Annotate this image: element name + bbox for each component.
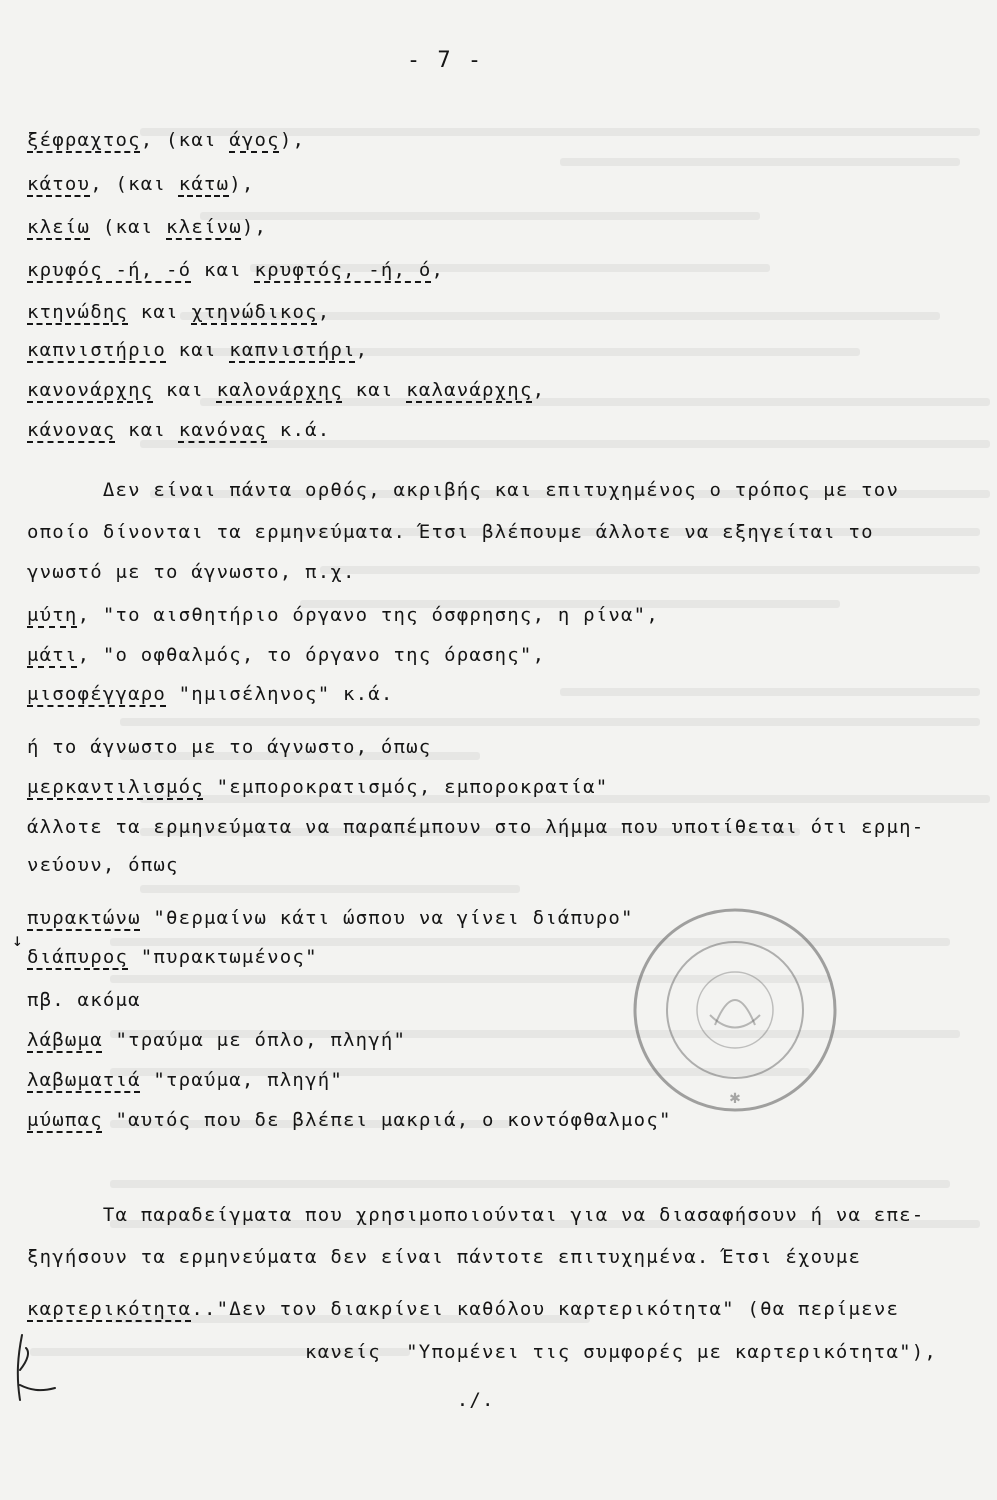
- text-line: [27, 1108, 672, 1132]
- text-line: [27, 520, 874, 544]
- text-segment: οποίο δίνονται τα ερμηνεύματα. Έτσι βλέπουμε άλλοτε να εξηγείται το: [27, 521, 874, 543]
- text-segment: ./.: [27, 1389, 495, 1411]
- page-number: - 7 -: [406, 48, 484, 73]
- headword: κάτω: [178, 173, 230, 195]
- text-segment: πβ. ακόμα: [27, 989, 141, 1011]
- text-segment: νεύουν, όπως: [27, 854, 179, 876]
- text-line: [27, 128, 305, 152]
- text-line: [27, 1028, 406, 1052]
- text-segment: , (και: [90, 173, 179, 195]
- text-line: [27, 853, 179, 877]
- text-segment: "εμποροκρατισμός, εμποροκρατία": [203, 776, 609, 798]
- text-line: [27, 172, 255, 196]
- text-segment: και: [115, 419, 179, 441]
- headword: ξέφραχτος: [27, 129, 141, 151]
- text-segment: ,: [317, 301, 331, 323]
- text-segment: "θερμαίνω κάτι ώσπου να γίνει διάπυρο": [140, 907, 634, 929]
- text-line: [27, 1245, 861, 1269]
- text-segment: "τραύμα, πληγή": [140, 1069, 343, 1091]
- text-segment: και: [342, 379, 407, 401]
- headword: κτηνώδης: [27, 301, 129, 323]
- text-line: [27, 1297, 899, 1321]
- headword: μισοφέγγαρο: [27, 683, 167, 705]
- headword: κάνονας: [27, 419, 116, 441]
- text-segment: Δεν είναι πάντα ορθός, ακριβής και επιτυχημένος ο τρόπος με τον: [27, 479, 900, 501]
- text-segment: ),: [241, 216, 268, 238]
- headword: κρυφτός, -ή, ό: [254, 259, 432, 281]
- text-line: [27, 258, 444, 282]
- headword: μύωπας: [27, 1109, 103, 1131]
- text-line: [27, 988, 141, 1012]
- text-line: [27, 945, 318, 969]
- text-segment: κ.ά.: [267, 419, 331, 441]
- text-segment: ,: [532, 379, 546, 401]
- text-line: [27, 603, 659, 627]
- text-line: [27, 1340, 937, 1364]
- text-line: [27, 1068, 343, 1092]
- text-line: [27, 560, 356, 584]
- handwritten-signature: [0, 1330, 60, 1420]
- text-line: [27, 478, 899, 502]
- text-segment: ),: [229, 173, 255, 195]
- headword: καπνιστήρι: [229, 339, 356, 361]
- headword: κανόνας: [178, 419, 268, 441]
- text-segment: , (και: [140, 129, 230, 151]
- headword: μάτι: [27, 644, 78, 666]
- headword: καλονάρχης: [216, 379, 343, 401]
- text-line: [27, 735, 431, 759]
- headword: διάπυρος: [27, 946, 129, 968]
- text-segment: "τραύμα με όπλο, πληγή": [102, 1029, 407, 1051]
- headword: κλείω: [27, 216, 91, 238]
- headword: λάβωμα: [27, 1029, 103, 1051]
- headword: άγος: [229, 129, 280, 151]
- text-segment: , "το αισθητήριο όργανο της όσφρησης, η ρίνα",: [77, 604, 659, 626]
- text-line: [27, 418, 330, 442]
- text-segment: .."Δεν τον διακρίνει καθόλου καρτερικότητα" (θα περίμενε: [191, 1298, 900, 1320]
- headword: κρυφός -ή, -ό: [27, 259, 192, 281]
- text-segment: γνωστό με το άγνωστο, π.χ.: [27, 561, 356, 583]
- text-segment: κανείς "Υπομένει τις συμφορές με καρτερικότητα"),: [27, 1341, 938, 1363]
- text-segment: ή το άγνωστο με το άγνωστο, όπως: [27, 736, 432, 758]
- headword: κλείνω: [166, 216, 242, 238]
- headword: μερκαντιλισμός: [27, 776, 204, 798]
- text-line: [27, 1388, 495, 1412]
- headword: καρτερικότητα: [27, 1298, 192, 1320]
- text-line: [27, 775, 608, 799]
- text-line: [27, 906, 634, 930]
- text-line: [27, 682, 394, 706]
- text-segment: και: [128, 301, 192, 323]
- svg-text:✱: ✱: [729, 1091, 741, 1107]
- headword: μύτη: [27, 604, 78, 626]
- text-segment: Τα παραδείγματα που χρησιμοποιούνται για να διασαφήσουν ή να επε-: [27, 1204, 925, 1226]
- headword: πυρακτώνω: [27, 907, 141, 929]
- text-segment: άλλοτε τα ερμηνεύματα να παραπέμπουν στο λήμμα που υποτίθεται ότι ερμη-: [27, 816, 925, 838]
- headword: καπνιστήριο: [27, 339, 167, 361]
- text-segment: και: [153, 379, 217, 401]
- headword: χτηνώδικος: [191, 301, 318, 323]
- text-line: [27, 338, 368, 362]
- text-segment: (και: [90, 216, 167, 238]
- text-segment: ξηγήσουν τα ερμηνεύματα δεν είναι πάντοτε επιτυχημένα. Έτσι έχουμε: [27, 1246, 862, 1268]
- text-segment: "ημισέληνος" κ.ά.: [166, 683, 394, 705]
- text-segment: "πυρακτωμένος": [128, 946, 318, 968]
- text-line: [27, 1203, 924, 1227]
- text-segment: ,: [355, 339, 369, 361]
- headword: καλανάρχης: [406, 379, 533, 401]
- text-line: [27, 643, 545, 667]
- text-line: [27, 378, 545, 402]
- text-segment: , "ο οφθαλμός, το όργανο της όρασης",: [77, 644, 546, 666]
- text-segment: "αυτός που δε βλέπει μακριά, ο κοντόφθαλμος": [102, 1109, 672, 1131]
- text-segment: ),: [279, 129, 306, 151]
- headword: κάτου: [27, 173, 91, 195]
- text-line: [27, 300, 330, 324]
- headword: κανονάρχης: [27, 379, 154, 401]
- text-line: [27, 815, 924, 839]
- margin-mark: ↓: [12, 930, 23, 951]
- official-stamp-seal: [630, 905, 840, 1115]
- text-line: [27, 215, 267, 239]
- headword: λαβωματιά: [27, 1069, 141, 1091]
- text-segment: ,: [431, 259, 445, 281]
- text-segment: και: [166, 339, 230, 361]
- text-segment: και: [191, 259, 255, 281]
